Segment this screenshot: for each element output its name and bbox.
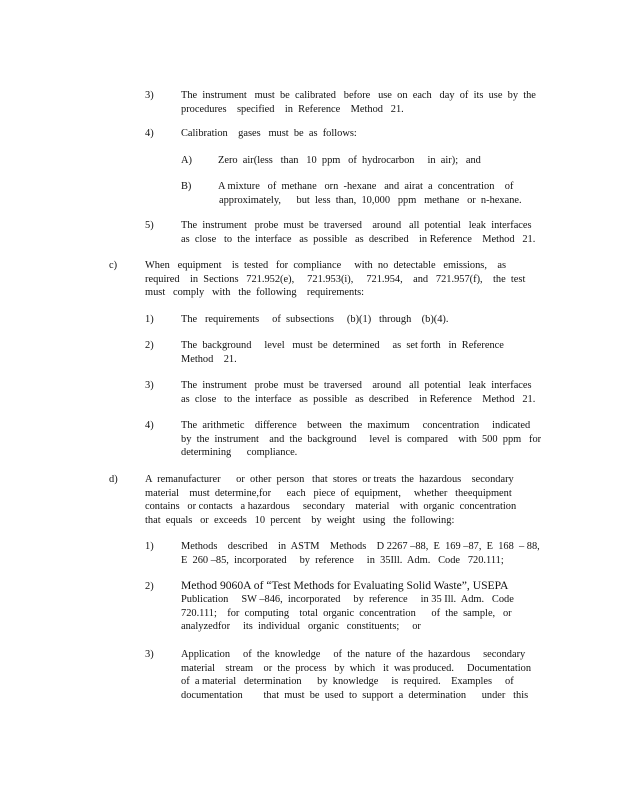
item-text <box>181 339 504 366</box>
text-line: as close to the interface as possible as described in Reference Method 21. <box>181 233 536 245</box>
text-line: required in Sections 721.952(e), 721.953(i), 721.954, and 721.957(f), the test <box>145 273 526 285</box>
item-number: 2) <box>145 581 154 592</box>
item-text <box>181 578 514 634</box>
item-number: 3) <box>145 649 154 660</box>
item-number: 1) <box>145 541 154 552</box>
text-line: that equals or exceeds 10 percent by weight using the following: <box>145 514 455 526</box>
text-line: of a material determination by knowledge is required. Examples of <box>181 676 514 688</box>
text-line: 720.111; for computing total organic concentration of the sample, or <box>181 607 512 619</box>
text-line: A remanufacturer or other person that stores or treats the hazardous secondary <box>145 474 514 485</box>
item-number: 4) <box>145 128 154 139</box>
text-line: Application of the knowledge of the nature of the hazardous secondary <box>181 649 526 660</box>
text-line: Method 9060A of “Test Methods for Evaluating Solid Waste”, USEPA <box>181 579 509 592</box>
text-line: When equipment is tested for compliance with no detectable emissions, as <box>145 260 506 271</box>
text-line: E 260 –85, incorporated by reference in 35Ill. Adm. Code 720.111; <box>181 554 504 566</box>
text-line: The instrument probe must be traversed around all potential leak interfaces <box>181 380 532 391</box>
text-line: Method 21. <box>181 353 237 365</box>
text-line: by the instrument and the background level is compared with 500 ppm for <box>181 433 542 445</box>
item-text <box>145 473 516 527</box>
item-number: A) <box>181 155 192 166</box>
item-number: c) <box>109 260 118 271</box>
item-text <box>145 259 525 300</box>
text-line: The instrument must be calibrated before use on each day of its use by the <box>181 90 536 101</box>
text-line: as close to the interface as possible as described in Reference Method 21. <box>181 393 536 405</box>
item-number: B) <box>181 181 192 192</box>
text-line: contains or contacts a hazardous secondary material with organic concentration <box>145 501 517 513</box>
item-text <box>181 648 531 702</box>
item-text <box>181 127 357 141</box>
text-line: material must determine,for each piece of equipment, whether theequipment <box>145 487 512 499</box>
text-line: material stream or the process by which it was produced. Documentation <box>181 662 532 674</box>
text-line: analyzedfor its individual organic constituents; or <box>181 621 421 633</box>
item-number: 3) <box>145 380 154 391</box>
text-line: A mixture of methane orn -hexane and airat a concentration of <box>218 181 514 192</box>
text-line: must comply with the following requirements: <box>145 287 365 299</box>
item-text <box>218 154 481 168</box>
text-line: Publication SW –846, incorporated by reference in 35 Ill. Adm. Code <box>181 594 514 605</box>
item-number: d) <box>109 474 118 485</box>
item-text <box>181 313 449 327</box>
text-line: The instrument probe must be traversed around all potential leak interfaces <box>181 220 532 231</box>
text-line: determining compliance. <box>181 447 298 459</box>
item-text <box>181 419 541 460</box>
text-line: Zero air(less than 10 ppm of hydrocarbon in air); and <box>218 155 481 166</box>
item-text <box>181 89 536 116</box>
text-line: The requirements of subsections (b)(1) through (b)(4). <box>181 314 449 325</box>
text-line: Methods described in ASTM Methods D 2267 –88, E 169 –87, E 168 – 88, <box>181 541 540 552</box>
text-line: The background level must be determined as set forth in Reference <box>181 340 504 351</box>
item-number: 4) <box>145 420 154 431</box>
text-line: approximately, but less than, 10,000 ppm methane or n-hexane. <box>219 194 522 206</box>
text-line: The arithmetic difference between the maximum concentration indicated <box>181 420 531 431</box>
item-text <box>181 219 535 246</box>
item-text <box>218 180 522 207</box>
text-line: Calibration gases must be as follows: <box>181 128 357 139</box>
text-line: procedures specified in Reference Method 21. <box>181 103 404 115</box>
text-line: documentation that must be used to support a determination under this <box>181 689 529 701</box>
item-number: 1) <box>145 314 154 325</box>
item-text <box>181 540 540 567</box>
item-number: 2) <box>145 340 154 351</box>
item-text <box>181 379 535 406</box>
item-number: 3) <box>145 90 154 101</box>
item-number: 5) <box>145 220 154 231</box>
